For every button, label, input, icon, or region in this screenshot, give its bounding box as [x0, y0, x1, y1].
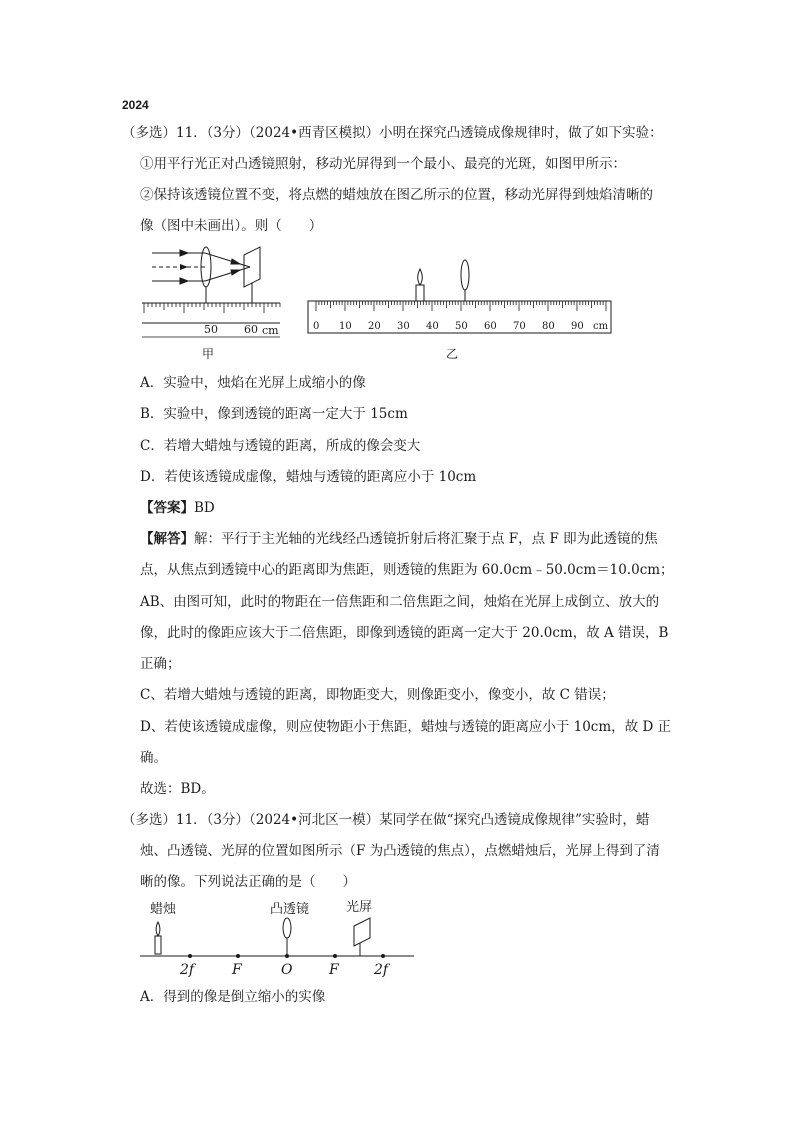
explain-text-1: 解：平行于主光轴的光线经凸透镜折射后将汇聚于点 F，点 F 即为此透镜的焦	[194, 531, 658, 547]
question-2-stem-2: 烛、凸透镜、光屏的位置如图所示（F 为凸透镜的焦点），点燃蜡烛后，光屏上得到了清	[140, 843, 660, 859]
q1-option-c: C．若增大蜡烛与透镜的距离，所成的像会变大	[140, 438, 421, 454]
explanation-line-6: C、若增大蜡烛与透镜的距离，即物距变大，则像距变小，像变小，故 C 错误；	[140, 687, 615, 703]
yi-tick-label: 90	[571, 321, 584, 332]
year-label: 2024	[122, 98, 149, 112]
question-1-step-1: ①用平行光正对凸透镜照射，移动光屏得到一个最小、最亮的光斑，如图甲所示：	[140, 156, 626, 172]
q1-option-b: B．实验中，像到透镜的距离一定大于 15cm	[140, 406, 408, 422]
figure-jia	[140, 245, 290, 365]
yi-tick-label: 80	[542, 321, 555, 332]
question-2-stem-3: 晰的像。下列说法正确的是（ ）	[140, 874, 356, 890]
q1-option-d: D．若使该透镜成虚像，蜡烛与透镜的距离应小于 10cm	[140, 469, 477, 485]
yi-unit: cm	[593, 321, 609, 332]
mark-2f-left: 2f	[180, 962, 195, 978]
jia-unit: cm	[262, 324, 279, 337]
yi-tick-label: 0	[313, 321, 320, 332]
question-1-step-2-cont: 像（图中未画出）。则（ ）	[140, 218, 323, 234]
explanation-line-8: 确。	[140, 750, 167, 766]
figure-q2	[138, 898, 418, 980]
yi-tick-label: 60	[484, 321, 497, 332]
q2-option-a: A．得到的像是倒立缩小的实像	[140, 989, 326, 1005]
mark-o: O	[281, 962, 293, 978]
explanation-line-9: 故选：BD。	[140, 781, 215, 797]
yi-tick-label: 50	[455, 321, 468, 332]
question-1-step-2: ②保持该透镜位置不变，将点燃的蜡烛放在图乙所示的位置，移动光屏得到烛焰清晰的	[140, 187, 653, 203]
q1-option-a: A．实验中，烛焰在光屏上成缩小的像	[140, 375, 366, 391]
explanation-line-2: 点，从焦点到透镜中心的距离即为焦距，则透镜的焦距为 60.0cm﹣50.0cm＝10.0cm；	[140, 562, 674, 578]
jia-tick-50: 50	[204, 323, 218, 336]
yi-caption: 乙	[446, 347, 459, 361]
answer-line	[140, 499, 215, 517]
figure-yi	[306, 255, 616, 365]
explanation-line-7: D、若使该透镜成虚像，则应使物距小于焦距，蜡烛与透镜的距离应小于 10cm，故 D 正	[140, 719, 672, 735]
question-2-stem-1: （多选）11．（3分）（2024•河北区一模）某同学在做“探究凸透镜成像规律”实验时，蜡	[122, 812, 650, 828]
explanation-line-5: 正确；	[140, 656, 181, 672]
jia-caption: 甲	[202, 347, 215, 361]
yi-tick-label: 20	[368, 321, 381, 332]
jia-tick-60: 60	[244, 323, 258, 336]
answer-tag: 【答案】	[140, 500, 194, 516]
mark-2f-right: 2f	[374, 962, 389, 978]
yi-tick-label: 40	[426, 321, 439, 332]
label-candle: 蜡烛	[150, 902, 177, 917]
explanation-line-4: 像，此时的像距应该大于二倍焦距，即像到透镜的距离一定大于 20.0cm，故 A 错误，B	[140, 625, 669, 641]
yi-tick-label: 30	[397, 321, 410, 332]
explanation-line-3: AB、由图可知，此时的物距在一倍焦距和二倍焦距之间，烛焰在光屏上成倒立、放大的	[140, 594, 660, 610]
label-lens: 凸透镜	[270, 902, 310, 917]
yi-tick-label: 10	[339, 321, 352, 332]
label-screen: 光屏	[346, 900, 373, 915]
yi-tick-label: 70	[513, 321, 526, 332]
mark-f-right: F	[329, 962, 339, 978]
mark-f-left: F	[232, 962, 242, 978]
explanation-line-1	[140, 530, 658, 548]
explain-tag: 【解答】	[140, 531, 194, 547]
answer-value: BD	[194, 500, 215, 516]
question-1-stem: （多选）11．（3分）（2024•西青区模拟）小明在探究凸透镜成像规律时，做了如下实验：	[122, 125, 663, 141]
